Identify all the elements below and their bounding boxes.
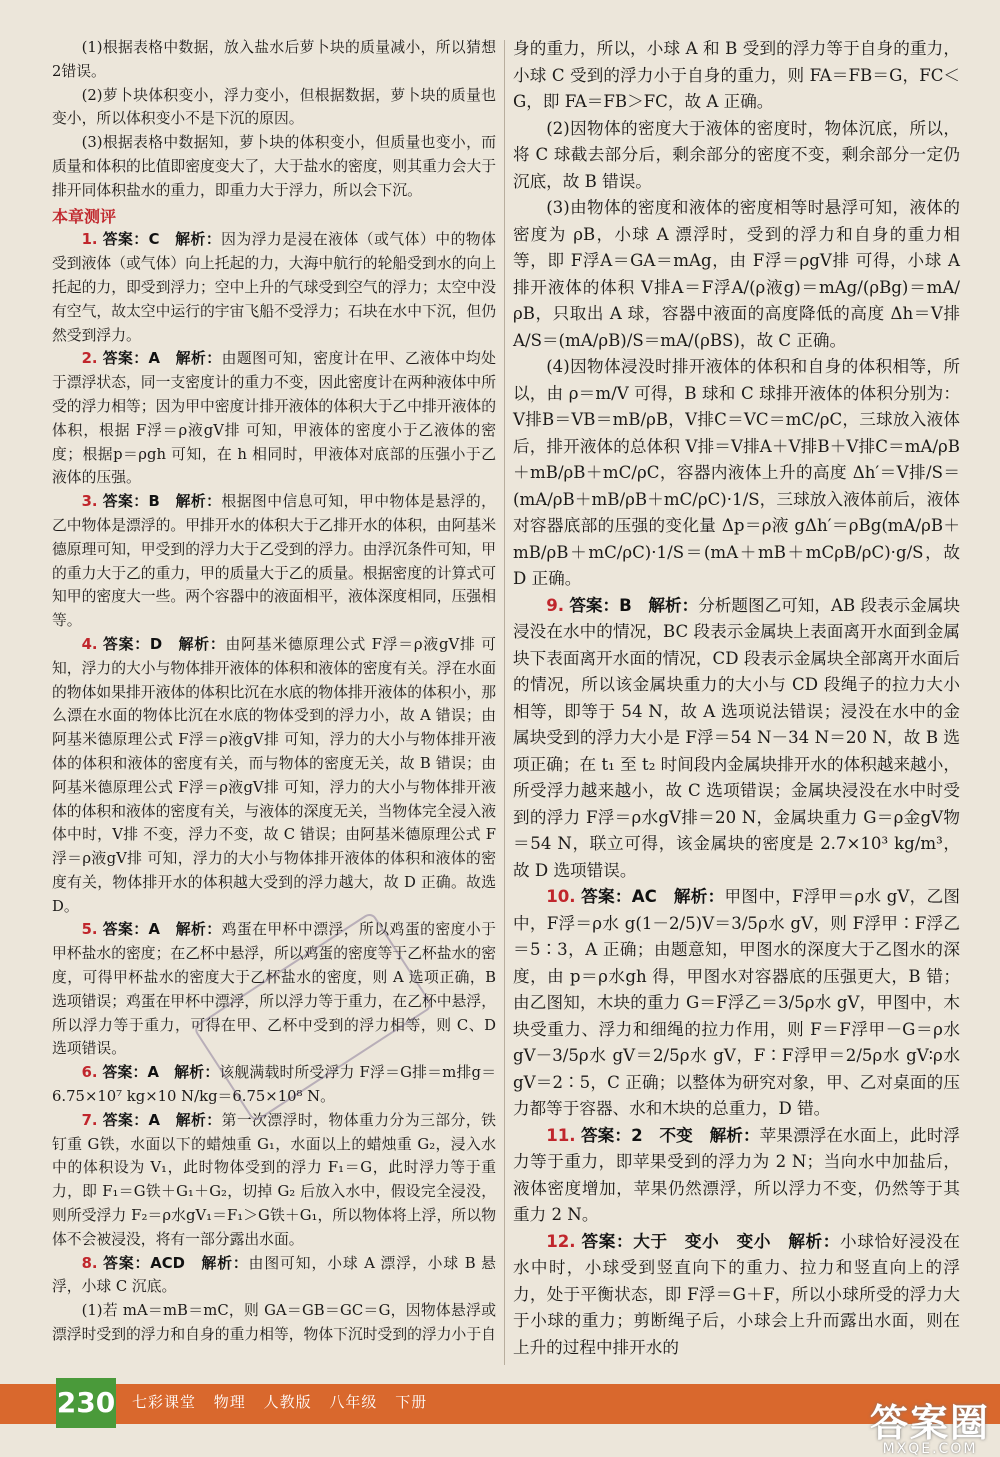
analysis-text: 由阿基米德原理公式 F浮＝ρ液gV排 可知，浮力的大小与物体排开液体的体积和液体的密度有关。浮在水面的物体如果排开液体的体积比沉在水底的物体排开液体的体积小，那么漂在水面的物体比沉在水底的物体受到的浮力小，故 A 错误；由阿基米德原理公式 F浮＝ρ液gV排 可知，浮力的大小与物体排开液体的体积和液体的密度有关，而与物体的密度无关，故 B 错误；由阿基米德原理公式 F浮＝ρ液gV排 可知，浮力的大小与物体排开液体的体积和液体的密度有关，与液体的深度无关，当物体完全浸入液体中时，V排 不变，浮力不变，故 C 错误；由阿基米德原理公式 F浮＝ρ液gV排 可知，浮力的大小与物体排开液体的体积和液体的密度有关，物体排开水的体积越大受到的浮力越大，故 D 正确。故选 D。	[52, 635, 496, 915]
book-edition: 人教版	[263, 1393, 312, 1411]
analysis-label: 解析：	[175, 493, 222, 511]
analysis-text: 苹果漂浮在水面上，此时浮力等于重力，即苹果受到的浮力为 2 N；当向水中加盐后，液体密度增加，苹果仍然漂浮，所以浮力不变，仍然等于其重力 2 N。	[513, 1125, 960, 1224]
watermark-url: MXQE.COM	[882, 1441, 978, 1457]
watermark-logo-text: 答案圈	[869, 1401, 990, 1445]
column-divider	[504, 40, 505, 1365]
question-number: 8.	[81, 1254, 98, 1272]
question-number: 3.	[81, 493, 98, 511]
answer-label: 答案：B	[569, 595, 632, 615]
question-item	[52, 633, 496, 919]
analysis-label: 解析：	[788, 1231, 841, 1251]
answer-label: 答案：大于 变小 变小	[581, 1231, 772, 1251]
right-question-list	[513, 593, 960, 1362]
question-number: 11.	[546, 1125, 576, 1145]
answer-label: 答案：D	[103, 635, 163, 653]
analysis-text: 小球恰好浸没在水中时，小球受到竖直向下的重力、拉力和竖直向上的浮力，处于平衡状态，即 F浮＝G＋F，所以小球所受的浮力大于小球的重力；剪断绳子后，小球会上升而露出水面，则在上升的过程中排开水的	[513, 1231, 961, 1357]
analysis-label: 解析：	[175, 350, 222, 368]
section-title: 本章测评	[52, 206, 117, 226]
analysis-label: 解析：	[178, 635, 226, 653]
analysis-text: 由题图可知，密度计在甲、乙液体中均处于漂浮状态，同一支密度计的重力不变，因此密度计在两种液体中所受的浮力相等；因为甲中密度计排开液体的体积大于乙中排开液体的体积，根据 F浮＝ρ液gV排 可知，甲液体的密度小于乙液体的密度；根据p＝ρgh 可知，在 h 相同时，甲液体对底部的压强小于乙液体的压强。	[52, 350, 496, 487]
question-number: 2.	[81, 350, 98, 368]
analysis-label: 解析：	[175, 921, 222, 939]
question-number: 6.	[81, 1064, 98, 1082]
question-item	[52, 1109, 496, 1252]
analysis-label: 解析：	[673, 887, 725, 906]
answer-label: 答案：A	[102, 921, 160, 939]
page-footer	[0, 1378, 1000, 1448]
question-item	[52, 1299, 496, 1347]
answer-label: 答案：A	[102, 1064, 159, 1082]
book-subject: 物理	[213, 1393, 246, 1411]
intro-paragraph-3: (3)根据表格中数据知，萝卜块的体积变小，但质量也变小，而质量和体积的比值即密度变大了，大于盐水的密度，则其重力会大于排开同体积盐水的重力，即重力大于浮力，所以会下沉。	[52, 134, 496, 199]
analysis-text: 甲图中，F浮甲＝ρ水 gV，乙图中，F浮＝ρ水 g(1－2/5)V＝3/5ρ水 gV，则 F浮甲∶F浮乙＝5∶3，A 正确；由题意知，甲图水的深度大于乙图水的深度，由 p＝ρ水gh 得，甲图水对容器底的压强更大，B 错；由乙图知，木块的重力 G＝F浮乙＝3/5ρ水 gV，甲图中，木块受重力、浮力和细绳的拉力作用，则 F＝F浮甲－G＝ρ水 gV－3/5ρ水 gV＝2/5ρ水 gV，F∶F浮甲＝2/5ρ水 gV∶ρ水 gV＝2∶5，C 正确；以整体为研究对象，甲、乙对桌面的压力都等于容器、水和木块的总重力，D 错。	[513, 887, 960, 1118]
question-item	[52, 490, 496, 633]
answer-label: 答案：2 不变	[580, 1125, 693, 1145]
analysis-text: 分析题图乙可知，AB 段表示金属块浸没在水中的情况，BC 段表示金属块上表面离开水面到金属块下表面离开水面的情况，CD 段表示金属块全部离开水面后的情况，所以该金属块重力的大小与 CD 段绳子的拉力大小相等，即等于 54 N，故 A 选项说法错误；浸没在水中的金属块受到的浮力大小是 F浮＝54 N－34 N＝20 N，故 B 选项正确；在 t₁ 至 t₂ 时间段内金属块排开水的体积越来越小，所受浮力越来越小，故 C 选项错误；金属块浸没在水中时受到的浮力 F浮＝ρ水gV排＝20 N，金属块重力 G＝ρ金gV物＝54 N，联立可得，该金属块的密度是 2.7×10³ kg/m³，故 D 选项错误。	[513, 595, 961, 880]
question-item	[513, 1229, 960, 1362]
question-item	[513, 1123, 960, 1229]
analysis-text: 鸡蛋在甲杯中漂浮，所以鸡蛋的密度小于甲杯盐水的密度；在乙杯中悬浮，所以鸡蛋的密度等于乙杯盐水的密度，可得甲杯盐水的密度大于乙杯盐水的密度，则 A 选项正确，B 选项错误；鸡蛋在甲杯中漂浮，所以浮力等于重力，在乙杯中悬浮，所以浮力等于重力，可得在甲、乙杯中受到的浮力相等，则 C、D 选项错误。	[52, 921, 496, 1058]
question-number: 1.	[81, 231, 98, 249]
analysis-text: 第一次漂浮时，物体重力分为三部分，铁钉重 G铁，水面以下的蜡烛重 G₁，水面以上的蜡烛重 G₂，浸入水中的体积设为 V₁，此时物体受到的浮力 F₁＝G，此时浮力等于重力，即 F₁＝G铁＋G₁＋G₂，切掉 G₂ 后放入水中，假设完全浸没，则所受浮力 F₂＝ρ水gV₁＝F₁＞G铁＋G₁，所以物体将上浮，所以物体不会被浸没，将有一部分露出水面。	[52, 1111, 496, 1248]
analysis-label: 解析：	[709, 1125, 760, 1145]
question-item	[52, 1061, 496, 1109]
answer-label: 答案：A	[102, 350, 160, 368]
right-paragraph-3: (3)由物体的密度和液体的密度相等时悬浮可知，液体的密度为 ρB，小球 A 漂浮时，受到的浮力和自身的重力相等，即 F浮A＝GA＝mAg，由 F浮＝ρgV排 可得，小球 A 排开液体的体积 V排A＝F浮A/(ρ液g)＝mAg/(ρBg)＝mA/ρB，只取出 A 球，容器中液面的高度降低的高度 Δh＝V排A/S＝(mA/ρB)/S＝mA/(ρBS)，故 C 正确。	[513, 198, 960, 350]
book-volume: 下册	[395, 1393, 428, 1411]
question-item	[513, 593, 960, 885]
analysis-text: 因为浮力是浸在液体（或气体）中的物体受到液体（或气体）向上托起的力，大海中航行的轮船受到水的向上托起的力，即受到浮力；空中上升的气球受到空气的浮力；太空中没有空气，故太空中运行的宇宙飞船不受浮力；石块在水中下沉，但仍然受到浮力。	[52, 231, 496, 344]
answer-label: 答案：AC	[581, 887, 657, 906]
analysis-text: 该舰满载时所受浮力 F浮＝G排＝m排g＝6.75×10⁷ kg×10 N/kg＝6.75×10⁸ N。	[52, 1064, 496, 1106]
analysis-label: 解析：	[648, 595, 699, 615]
question-number: 10.	[546, 887, 576, 906]
question-number: 9.	[546, 595, 565, 615]
question-number: 4.	[81, 635, 98, 653]
answer-label: 答案：B	[102, 493, 160, 511]
question-item	[52, 1252, 496, 1300]
right-paragraph-4: (4)因物体浸没时排开液体的体积和自身的体积相等，所以，由 ρ＝m/V 可得，B 球和 C 球排开液体的体积分别为：V排B＝VB＝mB/ρB，V排C＝VC＝mC/ρC，三球放入液体后，排开液体的总体积 V排＝V排A＋V排B＋V排C＝mA/ρB＋mB/ρB＋mC/ρC，容器内液体上升的高度 Δh′＝V排/S＝(mA/ρB＋mB/ρB＋mC/ρC)·1/S，三球放入液体前后，液体对容器底部的压强的变化量 Δp＝ρ液 gΔh′＝ρBg(mA/ρB＋mB/ρB＋mC/ρC)·1/S＝(mA＋mB＋mCρB/ρC)·g/S，故 D 正确。	[513, 357, 960, 588]
analysis-text: 根据图中信息可知，甲中物体是悬浮的，乙中物体是漂浮的。甲排开水的体积大于乙排开水的体积，由阿基米德原理可知，甲受到的浮力大于乙受到的浮力。由浮沉条件可知，甲的重力大于乙的重力，甲的质量大于乙的质量。根据密度的计算式可知甲的密度大一些。两个容器中的液面相平，液体深度相同，压强相等。	[52, 493, 496, 630]
book-grade: 八年级	[329, 1393, 378, 1411]
analysis-label: 解析：	[201, 1254, 249, 1272]
site-watermark	[870, 1392, 990, 1457]
right-paragraph-1: 身的重力，所以，小球 A 和 B 受到的浮力等于自身的重力，小球 C 受到的浮力小于自身的重力，则 FA＝FB＝G，FC＜G，即 FA＝FB＞FC，故 A 正确。	[513, 39, 960, 111]
intro-paragraph-2: (2)萝卜块体积变小，浮力变小，但根据数据，萝卜块的质量也变小，所以体积变小不是下沉的原因。	[52, 86, 496, 128]
question-item	[52, 347, 496, 490]
analysis-label: 解析：	[175, 231, 222, 249]
question-item	[513, 884, 960, 1123]
intro-paragraph-1: (1)根据表格中数据，放入盐水后萝卜块的质量减小，所以猜想2错误。	[52, 39, 496, 80]
answer-label: 答案：ACD	[103, 1254, 185, 1272]
page-number: 230	[56, 1378, 116, 1428]
left-question-list	[52, 228, 496, 1346]
right-paragraph-2: (2)因物体的密度大于液体的密度时，物体沉底，所以，将 C 球截去部分后，剩余部分的密度不变，剩余部分一定仍沉底，故 B 错误。	[513, 118, 960, 191]
left-column	[52, 36, 496, 1347]
answer-label: 答案：C	[102, 231, 160, 249]
analysis-label: 解析：	[175, 1111, 222, 1129]
question-item	[52, 228, 496, 347]
answer-label: 答案：A	[102, 1111, 160, 1129]
question-number: 5.	[81, 921, 98, 939]
question-item	[52, 918, 496, 1061]
analysis-text: 由图可知，小球 A 漂浮，小球 B 悬浮，小球 C 沉底。	[52, 1254, 496, 1296]
analysis-text: (1)若 mA＝mB＝mC，则 GA＝GB＝GC＝G，因物体悬浮或漂浮时受到的浮力和自身的重力相等，物体下沉时受到的浮力小于自	[52, 1302, 496, 1344]
book-series: 七彩课堂	[132, 1393, 197, 1411]
question-number: 12.	[546, 1231, 576, 1251]
question-number: 7.	[81, 1111, 98, 1129]
book-info	[132, 1391, 439, 1412]
analysis-label: 解析：	[174, 1064, 220, 1082]
right-column	[513, 36, 960, 1361]
